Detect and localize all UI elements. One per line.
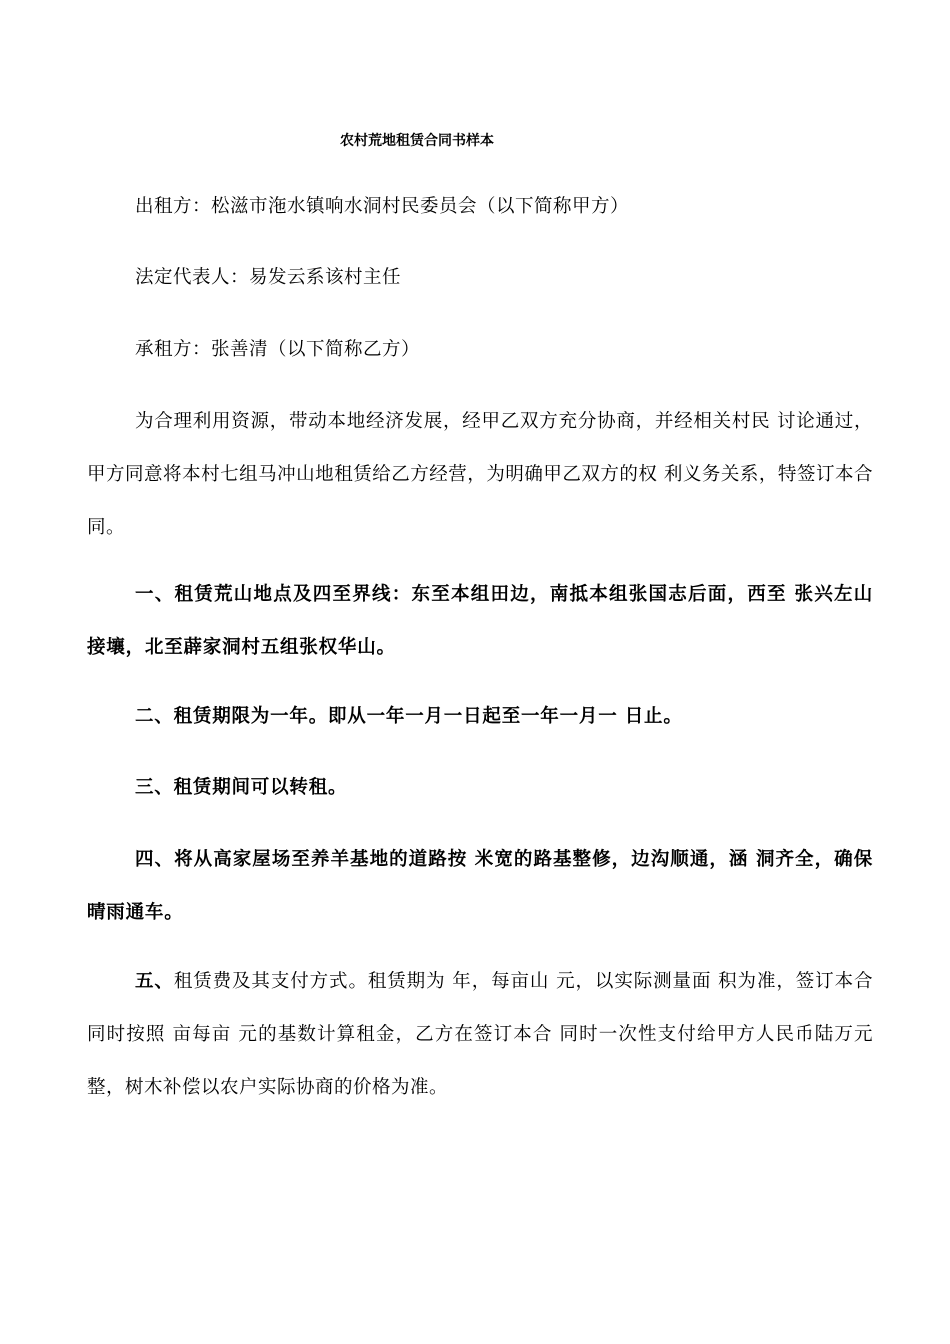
clause-5-body: 租赁费及其支付方式。租赁期为 年，每亩山 元，以实际测量面 积为准，签订本合同时按照 亩每亩 元的基数计算租金，乙方在签订本合 同时一次性支付给甲方人民币陆万元整，树木补偿以农户实际协商的价格为准。 [87, 971, 873, 1098]
lessor-line: 出租方：松滋市沲水镇响水洞村民委员会（以下简称甲方） [135, 196, 630, 217]
clause-5-paragraph [87, 955, 873, 1114]
document-title: 农村荒地租赁合同书样本 [340, 133, 494, 149]
representative-line: 法定代表人：易发云系该村主任 [135, 267, 402, 288]
clause-2-paragraph: 二、租赁期限为一年。即从一年一月一日起至一年一月一 日止。 [135, 706, 683, 727]
clause-1-paragraph: 一、租赁荒山地点及四至界线：东至本组田边，南抵本组张国志后面，西至 张兴左山接壤，北至薜家洞村五组张权华山。 [87, 584, 873, 658]
preamble-paragraph: 为合理利用资源，带动本地经济发展，经甲乙双方充分协商，并经相关村民 讨论通过，甲方同意将本村七组马冲山地租赁给乙方经营，为明确甲乙双方的权 利义务关系，特签订本合同。 [87, 411, 873, 538]
clause-4-paragraph: 四、将从高家屋场至养羊基地的道路按 米宽的路基整修，边沟顺通，涵 洞齐全，确保晴雨通车。 [87, 849, 873, 923]
clause-3-paragraph: 三、租赁期间可以转租。 [135, 777, 348, 798]
clause-5-lead: 五、 [135, 971, 174, 992]
lessee-line: 承租方：张善清（以下简称乙方） [135, 339, 421, 360]
